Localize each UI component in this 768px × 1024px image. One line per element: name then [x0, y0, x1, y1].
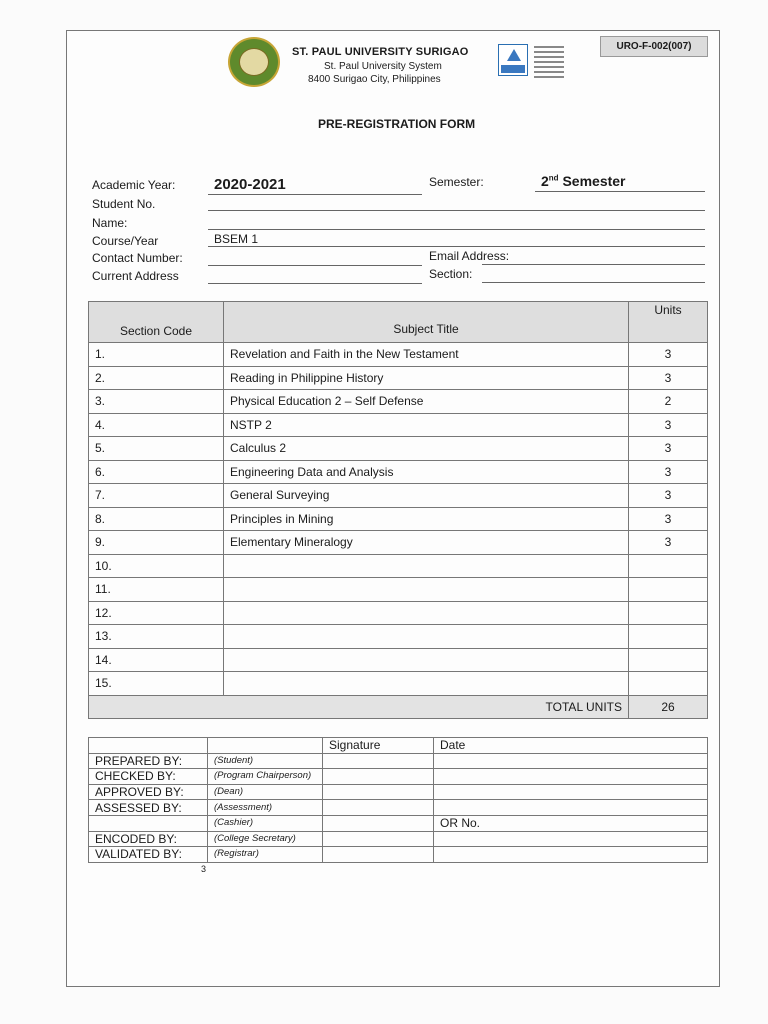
email-label: Email Address: — [429, 249, 510, 263]
section-label: Section: — [429, 267, 473, 281]
total-row — [89, 695, 708, 719]
table-row — [89, 437, 708, 461]
approver-role: (Registrar) — [208, 847, 323, 863]
table-row — [89, 507, 708, 531]
approver-label: ENCODED BY: — [89, 831, 208, 847]
approver-role: (Assessment) — [208, 800, 323, 816]
semester-value: 2nd Semester — [541, 173, 626, 189]
table-row — [89, 625, 708, 649]
subject-units: 3 — [629, 366, 708, 390]
school-system: St. Paul University System — [324, 61, 442, 72]
section-code-header: Section Code — [89, 302, 224, 343]
approver-role: (College Secretary) — [208, 831, 323, 847]
subject-title: Principles in Mining — [224, 507, 629, 531]
signature-cell — [323, 800, 434, 816]
row-number: 12. — [89, 601, 224, 625]
table-row — [89, 601, 708, 625]
table-row — [89, 366, 708, 390]
row-number: 3. — [89, 390, 224, 414]
signature-row — [89, 815, 708, 831]
subject-title — [224, 601, 629, 625]
course-label: Course/Year — [92, 234, 159, 248]
form-code: URO-F-002(007) — [600, 36, 708, 57]
signature-cell — [323, 847, 434, 863]
academic-year-label: Academic Year: — [92, 178, 176, 192]
management-system-icon — [532, 43, 566, 79]
table-row — [89, 554, 708, 578]
table-row — [89, 648, 708, 672]
approver-label: CHECKED BY: — [89, 769, 208, 785]
table-row — [89, 460, 708, 484]
subject-units: 3 — [629, 460, 708, 484]
course-line — [208, 246, 705, 247]
row-number: 14. — [89, 648, 224, 672]
approver-label: ASSESSED BY: — [89, 800, 208, 816]
subject-title: Reading in Philippine History — [224, 366, 629, 390]
school-seal-icon — [228, 37, 280, 87]
row-number: 6. — [89, 460, 224, 484]
subjects-header-row — [89, 302, 708, 343]
subject-units — [629, 601, 708, 625]
address-label: Current Address — [92, 269, 179, 283]
signature-header-row — [89, 738, 708, 754]
approver-role: (Dean) — [208, 784, 323, 800]
subject-title: Engineering Data and Analysis — [224, 460, 629, 484]
table-row — [89, 531, 708, 555]
approver-label: APPROVED BY: — [89, 784, 208, 800]
signature-header: Signature — [323, 738, 434, 754]
row-number: 9. — [89, 531, 224, 555]
student-no-line — [208, 210, 705, 211]
academic-year-line — [208, 194, 422, 195]
subject-title — [224, 578, 629, 602]
signature-row — [89, 753, 708, 769]
form-title: PRE-REGISTRATION FORM — [318, 117, 476, 131]
table-row — [89, 484, 708, 508]
empty-cell — [89, 738, 208, 754]
row-number: 10. — [89, 554, 224, 578]
signature-row — [89, 784, 708, 800]
signature-row — [89, 831, 708, 847]
academic-year-value: 2020-2021 — [214, 176, 286, 193]
date-cell — [434, 800, 708, 816]
signature-cell — [323, 831, 434, 847]
subject-title — [224, 672, 629, 696]
subject-title: General Surveying — [224, 484, 629, 508]
table-row — [89, 390, 708, 414]
signature-cell — [323, 784, 434, 800]
page-number: 3 — [201, 864, 207, 874]
row-number: 5. — [89, 437, 224, 461]
contact-label: Contact Number: — [92, 251, 183, 265]
subject-title: Elementary Mineralogy — [224, 531, 629, 555]
table-row — [89, 343, 708, 367]
approver-role: (Program Chairperson) — [208, 769, 323, 785]
contact-line — [208, 265, 422, 266]
approver-label — [89, 815, 208, 831]
subject-title-header: Subject Title — [224, 302, 629, 343]
name-label: Name: — [92, 216, 128, 230]
signature-row — [89, 847, 708, 863]
signature-cell — [323, 753, 434, 769]
signature-cell — [323, 815, 434, 831]
course-value: BSEM 1 — [214, 232, 259, 246]
subject-title: Physical Education 2 – Self Defense — [224, 390, 629, 414]
signature-table — [88, 737, 708, 863]
name-line — [208, 229, 705, 230]
subjects-table — [88, 301, 708, 719]
subject-title — [224, 625, 629, 649]
subject-units: 3 — [629, 437, 708, 461]
semester-label: Semester: — [429, 175, 484, 189]
signature-cell — [323, 769, 434, 785]
subject-title: Calculus 2 — [224, 437, 629, 461]
subject-units: 3 — [629, 531, 708, 555]
row-number: 8. — [89, 507, 224, 531]
approver-role: (Cashier) — [208, 815, 323, 831]
subject-title — [224, 554, 629, 578]
approver-role: (Student) — [208, 753, 323, 769]
table-row — [89, 413, 708, 437]
school-name: ST. PAUL UNIVERSITY SURIGAO — [292, 46, 469, 58]
approver-label: PREPARED BY: — [89, 753, 208, 769]
empty-cell — [208, 738, 323, 754]
signature-row — [89, 769, 708, 785]
date-cell — [434, 753, 708, 769]
table-row — [89, 578, 708, 602]
tuv-certification-icon — [498, 44, 528, 76]
subject-units — [629, 648, 708, 672]
subject-units: 3 — [629, 413, 708, 437]
row-number: 7. — [89, 484, 224, 508]
date-header: Date — [434, 738, 708, 754]
school-address: 8400 Surigao City, Philippines — [308, 74, 441, 85]
subject-units — [629, 672, 708, 696]
subject-units — [629, 578, 708, 602]
subject-units: 3 — [629, 507, 708, 531]
date-cell — [434, 831, 708, 847]
table-row — [89, 672, 708, 696]
approver-label: VALIDATED BY: — [89, 847, 208, 863]
row-number: 4. — [89, 413, 224, 437]
section-line — [482, 282, 705, 283]
subject-title: Revelation and Faith in the New Testament — [224, 343, 629, 367]
semester-line — [535, 191, 705, 192]
signature-row — [89, 800, 708, 816]
units-header: Units — [629, 302, 708, 343]
subject-title — [224, 648, 629, 672]
date-cell — [434, 847, 708, 863]
subject-title: NSTP 2 — [224, 413, 629, 437]
total-units-label: TOTAL UNITS — [89, 695, 629, 719]
row-number: 13. — [89, 625, 224, 649]
student-no-label: Student No. — [92, 197, 156, 211]
row-number: 15. — [89, 672, 224, 696]
date-cell: OR No. — [434, 815, 708, 831]
row-number: 11. — [89, 578, 224, 602]
subject-units: 2 — [629, 390, 708, 414]
address-line — [208, 283, 422, 284]
row-number: 1. — [89, 343, 224, 367]
subject-units — [629, 625, 708, 649]
total-units-value: 26 — [629, 695, 708, 719]
date-cell — [434, 769, 708, 785]
subject-units: 3 — [629, 484, 708, 508]
date-cell — [434, 784, 708, 800]
subject-units: 3 — [629, 343, 708, 367]
email-line — [482, 264, 705, 265]
subject-units — [629, 554, 708, 578]
row-number: 2. — [89, 366, 224, 390]
